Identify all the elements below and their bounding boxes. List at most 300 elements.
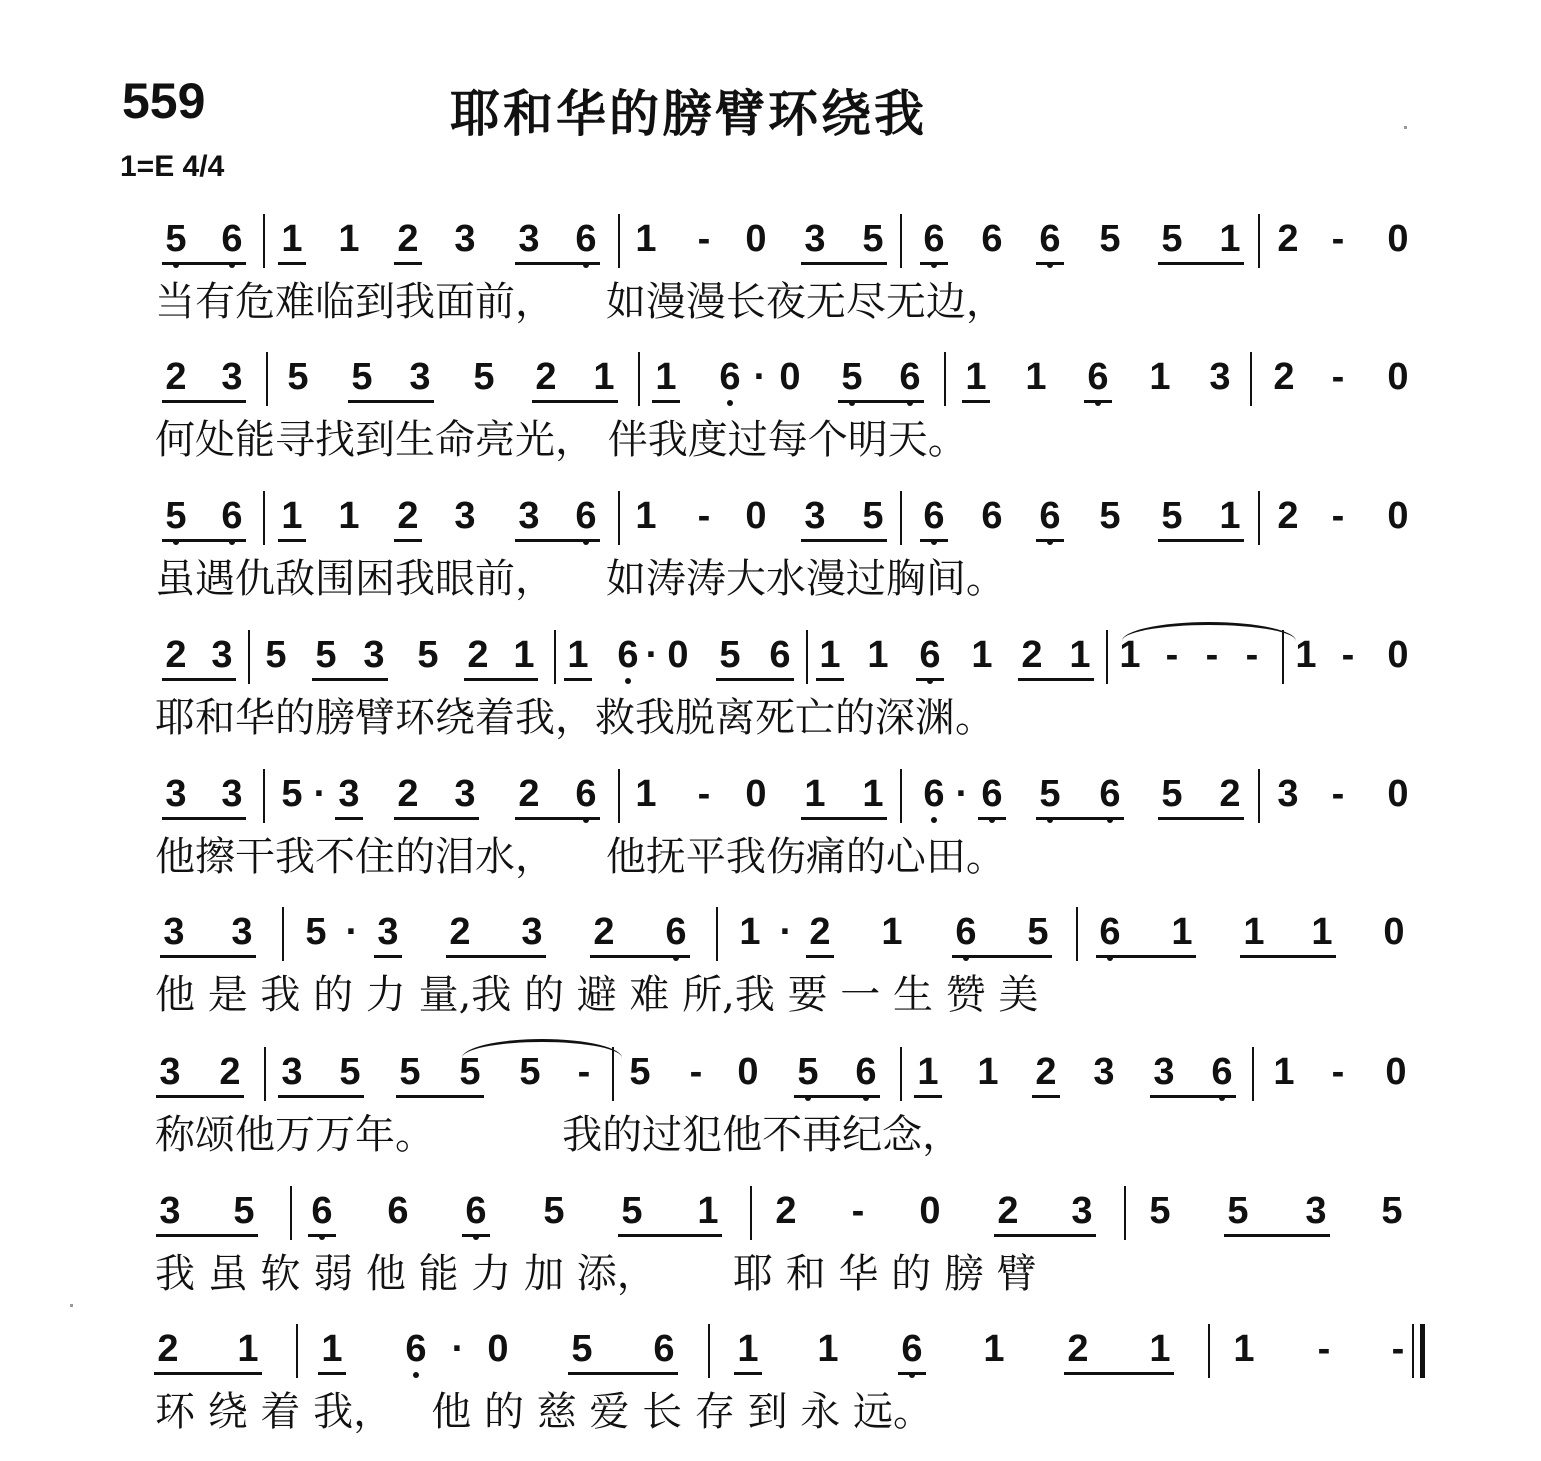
barline	[750, 1186, 752, 1240]
barline	[1258, 214, 1260, 268]
barline	[248, 630, 250, 684]
beam-underline	[898, 1372, 926, 1375]
barline	[266, 352, 268, 406]
note: 5	[571, 1328, 593, 1370]
beam-underline	[1064, 1372, 1174, 1375]
note: 1	[881, 911, 903, 953]
note: 6	[981, 218, 1003, 260]
note: 5	[519, 1051, 541, 1093]
barline	[618, 491, 620, 545]
beam-underline	[162, 262, 246, 265]
note: 5	[473, 356, 495, 398]
note: 2	[775, 1190, 797, 1232]
note: 1	[567, 634, 589, 676]
note: 1	[965, 356, 987, 398]
numbered-notation-line	[0, 489, 1541, 551]
barline	[638, 352, 640, 406]
note: 2	[1067, 1328, 1089, 1370]
note: 5	[862, 218, 884, 260]
note: 6	[769, 634, 791, 676]
beam-underline	[162, 678, 236, 681]
note: 3	[338, 773, 360, 815]
note: 0	[1387, 773, 1409, 815]
beam-underline	[568, 1372, 678, 1375]
note: 6	[458, 1190, 494, 1232]
beam-underline	[1158, 817, 1244, 820]
note: 3	[1209, 356, 1231, 398]
note: 5	[417, 634, 439, 676]
beam-underline	[838, 400, 924, 403]
note: 5	[281, 773, 303, 815]
beam-underline	[156, 1234, 258, 1237]
augmentation-dot: ·	[955, 773, 969, 815]
note: 6	[912, 634, 948, 676]
note: 0	[667, 634, 689, 676]
note: 2	[593, 911, 615, 953]
note: 1	[338, 218, 360, 260]
note: 1	[867, 634, 889, 676]
sustain-dash: -	[1245, 634, 1259, 676]
beam-underline	[308, 1234, 336, 1237]
note: 0	[919, 1190, 941, 1232]
note: 1	[655, 356, 677, 398]
note: 5	[621, 1190, 643, 1232]
note: 6	[894, 1328, 930, 1370]
note: 2	[165, 634, 187, 676]
note: 2	[1021, 634, 1043, 676]
low-octave-dot	[413, 1372, 419, 1378]
beam-underline	[618, 1234, 722, 1237]
note: 3	[221, 773, 243, 815]
barline	[263, 214, 265, 268]
note: 1	[1219, 218, 1241, 260]
note: 6	[387, 1190, 409, 1232]
beam-underline	[816, 678, 844, 681]
numbered-notation-line	[0, 350, 1541, 412]
scan-speck	[70, 1304, 73, 1307]
sustain-dash: -	[1165, 634, 1179, 676]
note: 6	[948, 911, 984, 953]
beam-underline	[312, 678, 388, 681]
note: 6	[974, 773, 1010, 815]
beam-underline	[278, 539, 306, 542]
note: 6	[214, 218, 250, 260]
note: 5	[305, 911, 327, 953]
sustain-dash: -	[1331, 773, 1345, 815]
key-signature: 1=E 4/4	[120, 150, 225, 183]
beam-underline	[154, 1372, 262, 1375]
note: 3	[363, 634, 385, 676]
note: 1	[1219, 495, 1241, 537]
note: 2	[1273, 356, 1295, 398]
note: 3	[1093, 1051, 1115, 1093]
note: 3	[1153, 1051, 1175, 1093]
note: 3	[281, 1051, 303, 1093]
note: 0	[1387, 218, 1409, 260]
barline	[708, 1324, 710, 1378]
note: 6	[981, 495, 1003, 537]
barline	[1258, 769, 1260, 823]
beam-underline	[590, 955, 690, 958]
beam-underline	[734, 1372, 762, 1375]
note: 3	[454, 495, 476, 537]
lyrics-line: 称颂他万万年。 我的过犯他不再纪念，	[155, 1112, 963, 1158]
note: 0	[1387, 634, 1409, 676]
sustain-dash: -	[1331, 1051, 1345, 1093]
note: 1	[281, 218, 303, 260]
barline	[618, 769, 620, 823]
beam-underline	[1240, 955, 1336, 958]
beam-underline	[278, 262, 306, 265]
barline	[900, 769, 902, 823]
low-octave-dot	[931, 817, 937, 823]
note: 1	[1149, 1328, 1171, 1370]
note: 5	[158, 218, 194, 260]
note: 1	[917, 1051, 939, 1093]
beam-underline	[1018, 678, 1094, 681]
note: 6	[653, 1328, 675, 1370]
note: 0	[737, 1051, 759, 1093]
note: 1	[338, 495, 360, 537]
barline	[1106, 630, 1108, 684]
barline	[554, 630, 556, 684]
beam-underline	[1036, 262, 1064, 265]
beam-underline	[952, 955, 1052, 958]
note: 1	[971, 634, 993, 676]
note: 5	[1161, 495, 1183, 537]
note: 1	[817, 1328, 839, 1370]
note: 1	[737, 1328, 759, 1370]
beam-underline	[515, 817, 600, 820]
note: 1	[1243, 911, 1265, 953]
note: 2	[449, 911, 471, 953]
beam-underline	[564, 678, 592, 681]
numbered-notation-line	[0, 905, 1541, 967]
lyrics-line: 他 是 我 的 力 量,我 的 避 难 所,我 要 一 生 赞 美	[155, 972, 1039, 1018]
beam-underline	[278, 1095, 364, 1098]
barline	[716, 907, 718, 961]
beam-underline	[994, 1234, 1096, 1237]
note: 1	[1295, 634, 1317, 676]
lyrics-line: 当有危难临到我面前， 如漫漫长夜无尽无边，	[155, 279, 1006, 325]
note: 2	[165, 356, 187, 398]
beam-underline	[515, 262, 600, 265]
beam-underline	[978, 817, 1006, 820]
note: 3	[518, 495, 540, 537]
note: 2	[1219, 773, 1241, 815]
note: 0	[745, 218, 767, 260]
note: 1	[635, 773, 657, 815]
beam-underline	[394, 817, 479, 820]
barline	[1252, 1047, 1254, 1101]
note: 2	[157, 1328, 179, 1370]
sustain-dash: -	[697, 218, 711, 260]
note: 1	[804, 773, 826, 815]
note: 3	[804, 495, 826, 537]
note: 1	[819, 634, 841, 676]
note: 0	[779, 356, 801, 398]
note: 1	[1025, 356, 1047, 398]
barline	[1250, 352, 1252, 406]
notation-system	[0, 767, 1541, 897]
augmentation-dot: ·	[451, 1328, 465, 1370]
note: 0	[1383, 911, 1405, 953]
beam-underline	[156, 1095, 244, 1098]
beam-underline	[462, 1234, 490, 1237]
note: 6	[398, 1328, 434, 1370]
beam-underline	[532, 400, 618, 403]
barline	[1208, 1324, 1210, 1378]
barline	[264, 1047, 266, 1101]
note: 1	[1149, 356, 1171, 398]
note: 3	[1071, 1190, 1093, 1232]
note: 3	[377, 911, 399, 953]
lyrics-line: 他擦干我不住的泪水， 他抚平我伤痛的心田。	[155, 834, 1006, 880]
note: 5	[339, 1051, 361, 1093]
note: 1	[1311, 911, 1333, 953]
beam-underline	[396, 1095, 484, 1098]
note: 2	[219, 1051, 241, 1093]
note: 6	[304, 1190, 340, 1232]
numbered-notation-line	[0, 628, 1541, 690]
final-barline	[1420, 1324, 1425, 1378]
beam-underline	[162, 817, 246, 820]
beam-underline	[914, 1095, 942, 1098]
note: 6	[1032, 218, 1068, 260]
augmentation-dot: ·	[345, 911, 359, 953]
beam-underline	[801, 539, 887, 542]
beam-underline	[1036, 817, 1124, 820]
note: 0	[1385, 1051, 1407, 1093]
note: 2	[1035, 1051, 1057, 1093]
augmentation-dot: ·	[645, 634, 659, 676]
hymn-number: 559	[122, 73, 206, 129]
barline	[296, 1324, 298, 1378]
note: 2	[809, 911, 831, 953]
note: 2	[535, 356, 557, 398]
note: 3	[804, 218, 826, 260]
note: 1	[862, 773, 884, 815]
note: 6	[658, 911, 694, 953]
final-barline-thin	[1412, 1324, 1414, 1378]
note: 3	[221, 356, 243, 398]
note: 3	[521, 911, 543, 953]
note: 2	[397, 218, 419, 260]
note: 5	[1161, 218, 1183, 260]
note: 6	[712, 356, 748, 398]
note: 6	[214, 495, 250, 537]
note: 6	[1080, 356, 1116, 398]
barline	[1282, 630, 1284, 684]
beam-underline	[1150, 1095, 1236, 1098]
note: 3	[159, 1190, 181, 1232]
sustain-dash: -	[1205, 634, 1219, 676]
barline	[282, 907, 284, 961]
note: 3	[454, 218, 476, 260]
sustain-dash: -	[1341, 634, 1355, 676]
note: 1	[983, 1328, 1005, 1370]
note: 2	[1277, 218, 1299, 260]
beam-underline	[1224, 1234, 1330, 1237]
note: 6	[568, 495, 604, 537]
note: 0	[745, 773, 767, 815]
notation-system	[0, 1045, 1541, 1175]
note: 6	[916, 218, 952, 260]
note: 1	[1273, 1051, 1295, 1093]
beam-underline	[464, 678, 538, 681]
note: 1	[739, 911, 761, 953]
notation-system	[0, 1322, 1541, 1452]
sustain-dash: -	[697, 495, 711, 537]
beam-underline	[162, 539, 246, 542]
note: 5	[315, 634, 337, 676]
barline	[263, 491, 265, 545]
beam-underline	[1032, 1095, 1060, 1098]
beam-underline	[806, 955, 834, 958]
beam-underline	[652, 400, 680, 403]
note: 5	[1227, 1190, 1249, 1232]
note: 6	[1092, 773, 1128, 815]
notation-system	[0, 350, 1541, 480]
beam-underline	[920, 539, 948, 542]
note: 3	[211, 634, 233, 676]
note: 3	[159, 1051, 181, 1093]
hymn-title: 耶和华的膀臂环绕我	[450, 85, 927, 143]
note: 5	[1027, 911, 1049, 953]
note: 1	[1069, 634, 1091, 676]
note: 1	[1233, 1328, 1255, 1370]
note: 5	[265, 634, 287, 676]
lyrics-line: 耶和华的膀臂环绕着我，救我脱离死亡的深渊。	[155, 695, 995, 741]
barline	[944, 352, 946, 406]
barline	[1076, 907, 1078, 961]
note: 5	[543, 1190, 565, 1232]
notation-system	[0, 1184, 1541, 1314]
note: 2	[467, 634, 489, 676]
note: 3	[165, 773, 187, 815]
note: 6	[916, 495, 952, 537]
beam-underline	[1158, 262, 1244, 265]
note: 6	[892, 356, 928, 398]
note: 1	[635, 495, 657, 537]
note: 6	[610, 634, 646, 676]
numbered-notation-line	[0, 767, 1541, 829]
barline	[290, 1186, 292, 1240]
note: 5	[1032, 773, 1068, 815]
note: 5	[1149, 1190, 1171, 1232]
note: 1	[281, 495, 303, 537]
note: 1	[977, 1051, 999, 1093]
note: 5	[790, 1051, 826, 1093]
note: 2	[397, 773, 419, 815]
beam-underline	[160, 955, 256, 958]
beam-underline	[162, 400, 246, 403]
note: 6	[1092, 911, 1128, 953]
numbered-notation-line	[0, 1045, 1541, 1107]
numbered-notation-line	[0, 212, 1541, 274]
sustain-dash: -	[1331, 218, 1345, 260]
sustain-dash: -	[689, 1051, 703, 1093]
barline	[900, 491, 902, 545]
beam-underline	[801, 817, 887, 820]
beam-underline	[1036, 539, 1064, 542]
beam-underline	[318, 1372, 346, 1375]
note: 3	[1305, 1190, 1327, 1232]
sustain-dash: -	[1391, 1328, 1405, 1370]
note: 5	[834, 356, 870, 398]
beam-underline	[348, 400, 434, 403]
note: 5	[1381, 1190, 1403, 1232]
note: 5	[1161, 773, 1183, 815]
note: 3	[231, 911, 253, 953]
beam-underline	[962, 400, 990, 403]
note: 3	[454, 773, 476, 815]
sustain-dash: -	[851, 1190, 865, 1232]
note: 1	[1171, 911, 1193, 953]
note: 6	[568, 773, 604, 815]
note: 1	[697, 1190, 719, 1232]
note: 6	[568, 218, 604, 260]
lyrics-line: 何处能寻找到生命亮光， 伴我度过每个明天。	[155, 417, 968, 463]
note: 3	[518, 218, 540, 260]
low-octave-dot	[727, 400, 733, 406]
sustain-dash: -	[1331, 356, 1345, 398]
notation-system	[0, 628, 1541, 758]
note: 0	[745, 495, 767, 537]
lyrics-line: 我 虽 软 弱 他 能 力 加 添， 耶 和 华 的 膀 臂	[155, 1251, 1037, 1297]
barline	[900, 214, 902, 268]
note: 6	[1032, 495, 1068, 537]
barline	[263, 769, 265, 823]
beam-underline	[335, 817, 363, 820]
beam-underline	[374, 955, 402, 958]
lyrics-line: 虽遇仇敌围困我眼前， 如涛涛大水漫过胸间。	[155, 556, 1006, 602]
beam-underline	[920, 262, 948, 265]
barline	[1124, 1186, 1126, 1240]
note: 5	[1099, 218, 1121, 260]
note: 6	[848, 1051, 884, 1093]
beam-underline	[1084, 400, 1112, 403]
notation-system	[0, 489, 1541, 619]
beam-underline	[916, 678, 944, 681]
note: 3	[1277, 773, 1299, 815]
note: 1	[635, 218, 657, 260]
sustain-dash: -	[577, 1051, 591, 1093]
beam-underline	[446, 955, 546, 958]
note: 5	[862, 495, 884, 537]
beam-underline	[716, 678, 794, 681]
scan-speck	[1404, 126, 1407, 129]
note: 3	[409, 356, 431, 398]
note: 5	[287, 356, 309, 398]
numbered-notation-line	[0, 1184, 1541, 1246]
note: 5	[1099, 495, 1121, 537]
beam-underline	[394, 262, 422, 265]
note: 1	[513, 634, 535, 676]
augmentation-dot: ·	[779, 911, 793, 953]
note: 5	[459, 1051, 481, 1093]
note: 5	[399, 1051, 421, 1093]
note: 1	[593, 356, 615, 398]
notation-system	[0, 212, 1541, 342]
note: 0	[1387, 495, 1409, 537]
note: 1	[321, 1328, 343, 1370]
beam-underline	[394, 539, 422, 542]
note: 1	[1119, 634, 1141, 676]
note: 6	[916, 773, 952, 815]
note: 5	[233, 1190, 255, 1232]
note: 5	[158, 495, 194, 537]
